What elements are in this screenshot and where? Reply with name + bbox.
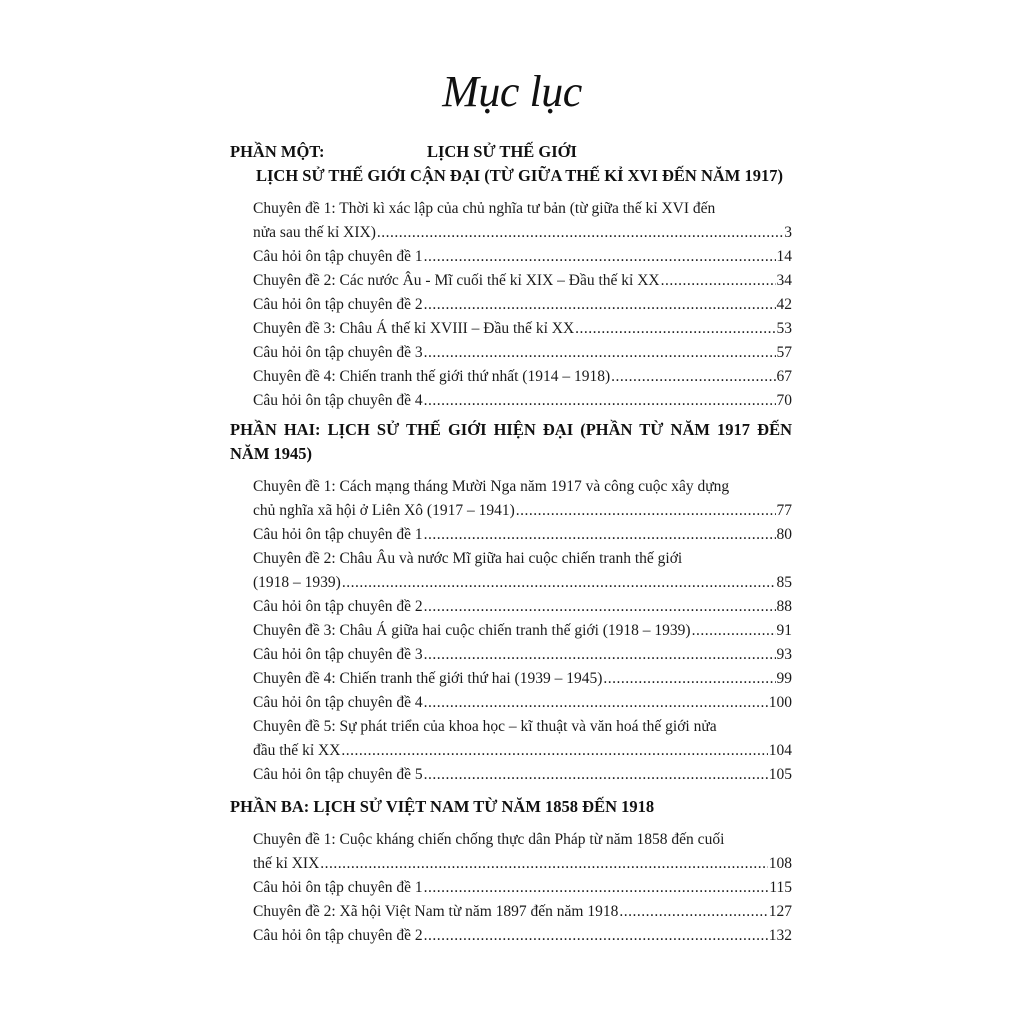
entry-title: Câu hỏi ôn tập chuyên đề 4: [253, 392, 423, 409]
toc-entry[interactable]: [253, 389, 792, 413]
entry-title-line: Chuyên đề 1: Cuộc kháng chiến chống thực dân Pháp từ năm 1858 đến cuối: [253, 831, 725, 848]
entry-title: Câu hỏi ôn tập chuyên đề 5: [253, 766, 423, 783]
toc-entry[interactable]: [253, 269, 792, 293]
page-number: 77: [776, 502, 792, 519]
entry-title: Câu hỏi ôn tập chuyên đề 3: [253, 646, 423, 663]
entry-title: Câu hỏi ôn tập chuyên đề 1: [253, 526, 423, 543]
dot-leader: [424, 245, 776, 269]
dot-leader: [692, 619, 776, 643]
toc-entry[interactable]: [253, 667, 792, 691]
toc-entry[interactable]: [253, 365, 792, 389]
entry-title: Câu hỏi ôn tập chuyên đề 1: [253, 879, 423, 896]
dot-leader: [424, 341, 776, 365]
dot-leader: [320, 852, 767, 876]
part-title: LỊCH SỬ THẾ GIỚI: [427, 142, 577, 161]
page-number: 88: [776, 598, 792, 615]
dot-leader: [424, 924, 768, 948]
dot-leader: [575, 317, 775, 341]
toc-entry[interactable]: [253, 245, 792, 269]
entry-title: nửa sau thế kỉ XIX): [253, 224, 376, 241]
toc-entry[interactable]: [253, 197, 792, 245]
dot-leader: [377, 221, 783, 245]
toc-entry[interactable]: [253, 341, 792, 365]
toc-entry[interactable]: [253, 475, 792, 523]
table-of-contents: [230, 140, 792, 953]
dot-leader: [424, 691, 768, 715]
entry-list: [230, 828, 792, 948]
entry-title: Chuyên đề 4: Chiến tranh thế giới thứ hai (1939 – 1945): [253, 670, 603, 687]
part-heading: PHẦN HAI: LỊCH SỬ THẾ GIỚI HIỆN ĐẠI (PHẦN TỪ NĂM 1917 ĐẾN NĂM 1945): [230, 420, 792, 463]
entry-list: [230, 197, 792, 413]
toc-entry[interactable]: [253, 619, 792, 643]
entry-title-line: Chuyên đề 2: Châu Âu và nước Mĩ giữa hai cuộc chiến tranh thế giới: [253, 550, 683, 567]
entry-title: Câu hỏi ôn tập chuyên đề 3: [253, 344, 423, 361]
entry-title: (1918 – 1939): [253, 574, 341, 591]
dot-leader: [424, 523, 776, 547]
dot-leader: [516, 499, 776, 523]
page-number: 14: [776, 248, 792, 265]
page-number: 115: [769, 879, 792, 896]
page-number: 105: [768, 766, 792, 783]
part-heading: PHẦN BA: LỊCH SỬ VIỆT NAM TỪ NĂM 1858 ĐẾN 1918: [230, 797, 655, 816]
toc-entry[interactable]: [253, 317, 792, 341]
toc-entry[interactable]: [253, 523, 792, 547]
part-label: PHẦN MỘT:: [230, 142, 325, 161]
toc-entry[interactable]: [253, 924, 792, 948]
toc-entry[interactable]: [253, 595, 792, 619]
entry-title: Câu hỏi ôn tập chuyên đề 2: [253, 598, 423, 615]
toc-entry[interactable]: [253, 900, 792, 924]
dot-leader: [341, 739, 767, 763]
dot-leader: [342, 571, 776, 595]
dot-leader: [424, 389, 776, 413]
toc-entry[interactable]: [253, 828, 792, 876]
entry-title: chủ nghĩa xã hội ở Liên Xô (1917 – 1941): [253, 502, 515, 519]
toc-entry[interactable]: [253, 763, 792, 787]
toc-entry[interactable]: [253, 691, 792, 715]
entry-title: thế kỉ XIX: [253, 855, 320, 872]
page-number: 80: [776, 526, 792, 543]
dot-leader: [619, 900, 767, 924]
entry-title-line: Chuyên đề 5: Sự phát triển của khoa học – kĩ thuật và văn hoá thế giới nửa: [253, 718, 717, 735]
dot-leader: [424, 876, 769, 900]
page-number: 70: [776, 392, 792, 409]
page-number: 108: [768, 855, 792, 872]
entry-list: [230, 475, 792, 787]
page-number: 85: [776, 574, 792, 591]
toc-entry[interactable]: [253, 293, 792, 317]
page-number: 100: [768, 694, 792, 711]
dot-leader: [611, 365, 775, 389]
dot-leader: [424, 595, 776, 619]
entry-title: Chuyên đề 3: Châu Á giữa hai cuộc chiến tranh thế giới (1918 – 1939): [253, 622, 691, 639]
entry-title: Câu hỏi ôn tập chuyên đề 2: [253, 296, 423, 313]
entry-title-line: Chuyên đề 1: Thời kì xác lập của chủ nghĩa tư bản (từ giữa thế kỉ XVI đến: [253, 200, 716, 217]
dot-leader: [661, 269, 776, 293]
toc-entry[interactable]: [253, 547, 792, 595]
entry-title: Chuyên đề 3: Châu Á thế kỉ XVIII – Đầu thế kỉ XX: [253, 320, 575, 337]
toc-entry[interactable]: [253, 715, 792, 763]
page-title: Mục lục: [442, 67, 582, 116]
entry-title-line: Chuyên đề 1: Cách mạng tháng Mười Nga năm 1917 và công cuộc xây dựng: [253, 478, 730, 495]
entry-title: Câu hỏi ôn tập chuyên đề 1: [253, 248, 423, 265]
page-number: 3: [784, 224, 792, 241]
entry-title: Chuyên đề 4: Chiến tranh thế giới thứ nhất (1914 – 1918): [253, 368, 611, 385]
page-number: 53: [776, 320, 792, 337]
entry-title: đầu thế kỉ XX: [253, 742, 341, 759]
page-number: 132: [768, 927, 792, 944]
page-number: 57: [776, 344, 792, 361]
entry-title: Chuyên đề 2: Các nước Âu - Mĩ cuối thế kỉ XIX – Đầu thế kỉ XX: [253, 272, 660, 289]
dot-leader: [603, 667, 775, 691]
page-number: 42: [776, 296, 792, 313]
entry-title: Câu hỏi ôn tập chuyên đề 2: [253, 927, 423, 944]
page-number: 34: [776, 272, 792, 289]
toc-entry[interactable]: [253, 876, 792, 900]
dot-leader: [424, 763, 768, 787]
page-number: 127: [768, 903, 792, 920]
page-number: 91: [776, 622, 792, 639]
entry-title: Chuyên đề 2: Xã hội Việt Nam từ năm 1897 đến năm 1918: [253, 903, 619, 920]
part-subheading: LỊCH SỬ THẾ GIỚI CẬN ĐẠI (TỪ GIỮA THẾ KỈ XVI ĐẾN NĂM 1917): [256, 166, 783, 185]
page-number: 104: [768, 742, 792, 759]
page-number: 99: [776, 670, 792, 687]
entry-title: Câu hỏi ôn tập chuyên đề 4: [253, 694, 423, 711]
dot-leader: [424, 643, 776, 667]
dot-leader: [424, 293, 776, 317]
page-number: 67: [776, 368, 792, 385]
part-heading: [230, 140, 792, 164]
toc-entry[interactable]: [253, 643, 792, 667]
page-number: 93: [776, 646, 792, 663]
